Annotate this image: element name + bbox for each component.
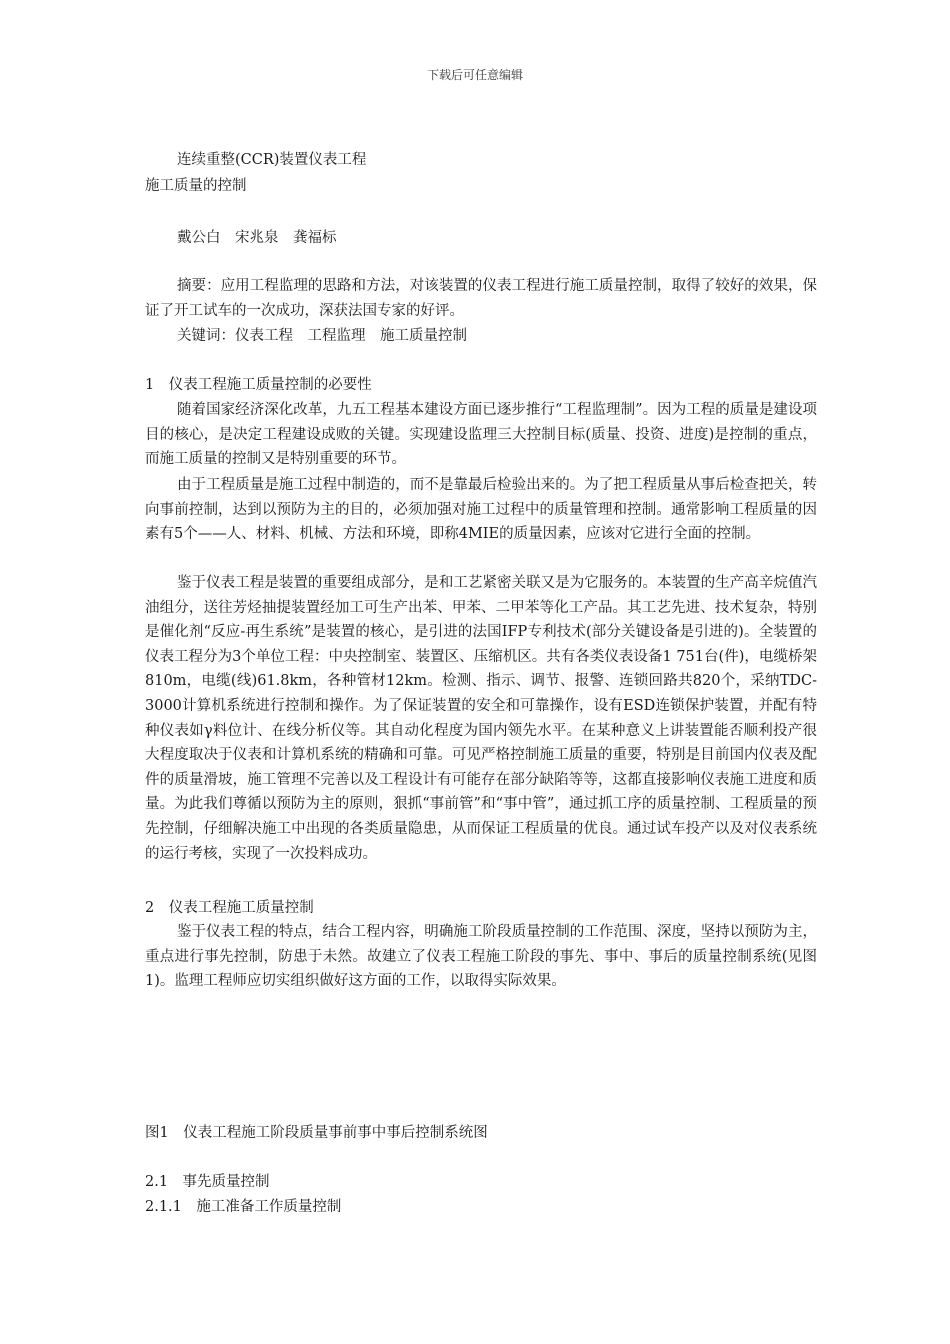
section-2-heading: 2 仪表工程施工质量控制 [145,900,314,916]
page-header: 下载后可任意编辑 [426,68,523,82]
subsection-2-1-1-heading: 2.1.1 施工准备工作质量控制 [145,1199,342,1215]
title-line-2: 施工质量的控制 [145,178,247,194]
abstract: 摘要：应用工程监理的思路和方法，对该装置的仪表工程进行施工质量控制，取得了较好的效果，保证了开工试车的一次成功，深获法国专家的好评。 [145,278,817,319]
section-1-paragraph-3: 鉴于仪表工程是装置的重要组成部分，是和工艺紧密关联又是为它服务的。本装置的生产高辛烷值汽油组分，送往芳烃抽提装置经加工可生产出苯、甲苯、二甲苯等化工产品。其工艺先进、技术复杂，特别是催化剂“反应-再生系统”是装置的核心，是引进的法国IFP专利技术(部分关键设备是引进的)。全装置的仪表工程分为3个单位工程：中央控制室、装置区、压缩机区。共有各类仪表设备1 751台(件)，电缆桥架810m，电缆(线)61.8km，各种管材12km。检测、指示、调节、报警、连锁回路共820个，采纳TDC-3000计算机系统进行控制和操作。为了保证装置的安全和可靠操作，设有ESD连锁保护装置，并配有特种仪表如γ料位计、在线分析仪等。其自动化程度为国内领先水平。在某种意义上讲装置能否顺利投产很大程度取决于仪表和计算机系统的精确和可靠。可见严格控制施工质量的重要，特别是目前国内仪表及配件的质量滑坡，施工管理不完善以及工程设计有可能存在部分缺陷等等，这都直接影响仪表施工进度和质量。为此我们尊循以预防为主的原则，狠抓“事前管”和“事中管”，通过抓工序的质量控制、工程质量的预先控制，仔细解决施工中出现的各类质量隐患，从而保证工程质量的优良。通过试车投产以及对仪表系统的运行考核，实现了一次投料成功。 [145,575,817,862]
authors: 戴公白 宋兆泉 龚福标 [177,230,337,246]
figure-caption: 图1 仪表工程施工阶段质量事前事中事后控制系统图 [145,1125,488,1141]
section-1-paragraph-1: 随着国家经济深化改革，九五工程基本建设方面已逐步推行“工程监理制”。因为工程的质量是建设项目的核心，是决定工程建设成败的关键。实现建设监理三大控制目标(质量、投资、进度)是控制的重点，而施工质量的控制又是特别重要的环节。 [145,402,817,468]
section-1-heading: 1 仪表工程施工质量控制的必要性 [145,377,372,393]
subsection-2-1-heading: 2.1 事先质量控制 [145,1174,270,1190]
keywords: 关键词：仪表工程 工程监理 施工质量控制 [177,328,467,344]
section-2-paragraph: 鉴于仪表工程的特点，结合工程内容，明确施工阶段质量控制的工作范围、深度，坚持以预防为主，重点进行事先控制，防患于未然。故建立了仪表工程施工阶段的事先、事中、事后的质量控制系统(见图1)。监理工程师应切实组织做好这方面的工作，以取得实际效果。 [145,924,817,990]
section-1-paragraph-2: 由于工程质量是施工过程中制造的，而不是靠最后检验出来的。为了把工程质量从事后检查把关，转向事前控制，达到以预防为主的目的，必须加强对施工过程中的质量管理和控制。通常影响工程质量的因素有5个——人、材料、机械、方法和环境，即称4MIE的质量因素，应该对它进行全面的控制。 [145,477,817,543]
title-line-1: 连续重整(CCR)装置仪表工程 [177,152,367,168]
